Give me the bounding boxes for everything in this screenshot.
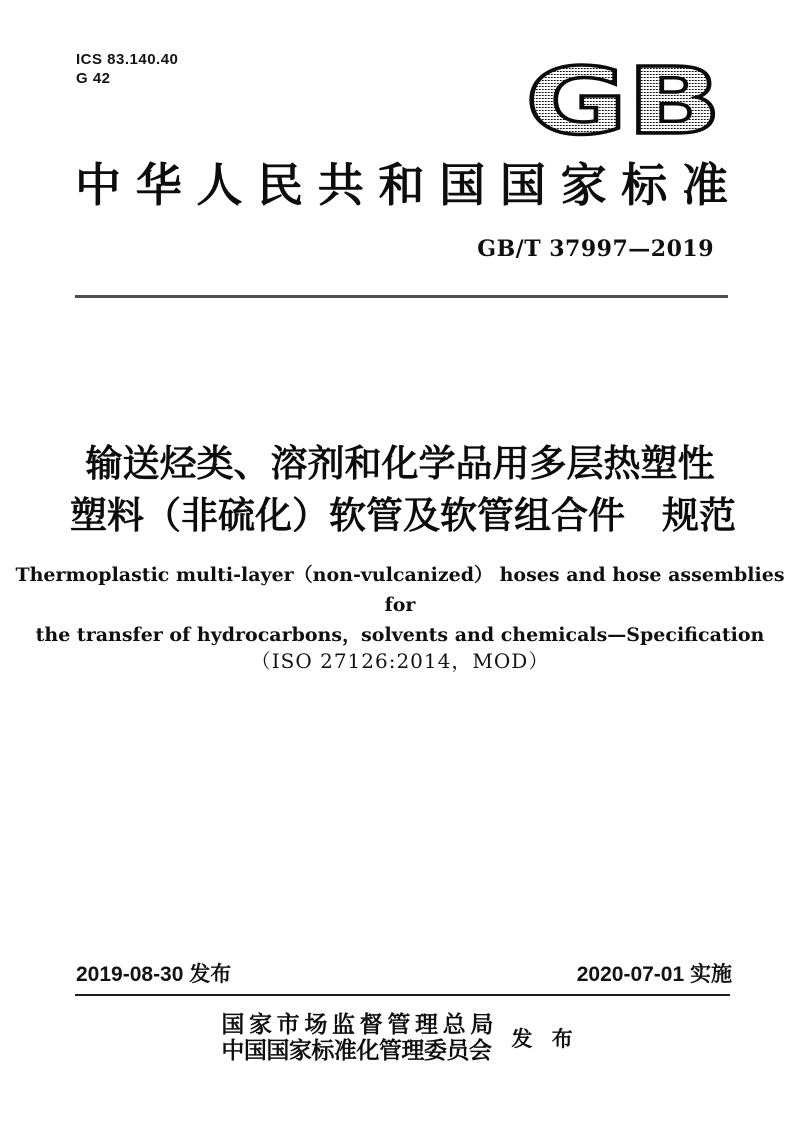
document-title-en-line2: the transfer of hydrocarbons，solvents and chemicals—Specification	[35, 624, 765, 646]
ics-group-code: G 42	[76, 70, 111, 87]
national-standard-heading: 中华人民共和国国家标准	[75, 158, 728, 212]
publish-label: 发 布	[511, 1026, 579, 1051]
standard-number: GB/T 37997—2019	[477, 236, 714, 262]
issue-date: 2019-08-30 发布	[76, 963, 232, 986]
issuer-line2: 中国国家标准化管理委员会	[221, 1037, 492, 1064]
document-title-en-line1: Thermoplastic multi-layer（non-vulcanized） hoses and hose assemblies for	[15, 564, 785, 616]
header-divider	[75, 295, 728, 298]
gb-logo-text: GB	[525, 55, 722, 148]
issuer-names	[221, 1012, 493, 1064]
ics-code: ICS 83.140.40	[76, 51, 179, 68]
gb-logo-icon	[521, 55, 726, 148]
footer-divider	[75, 994, 730, 996]
ics-classification	[76, 50, 178, 88]
document-title-en	[0, 560, 800, 650]
document-title-cn-line1: 输送烃类、溶剂和化学品用多层热塑性	[85, 442, 715, 485]
issuer-line1: 国家市场监督管理总局	[221, 1011, 494, 1038]
document-title-cn-line2: 塑料（非硫化）软管及软管组合件 规范	[70, 494, 736, 537]
iso-reference: （ISO 27126:2014，MOD）	[250, 649, 550, 673]
document-title-cn	[70, 438, 736, 542]
implementation-date: 2020-07-01 实施	[576, 963, 732, 986]
issuer-block	[0, 1012, 800, 1064]
